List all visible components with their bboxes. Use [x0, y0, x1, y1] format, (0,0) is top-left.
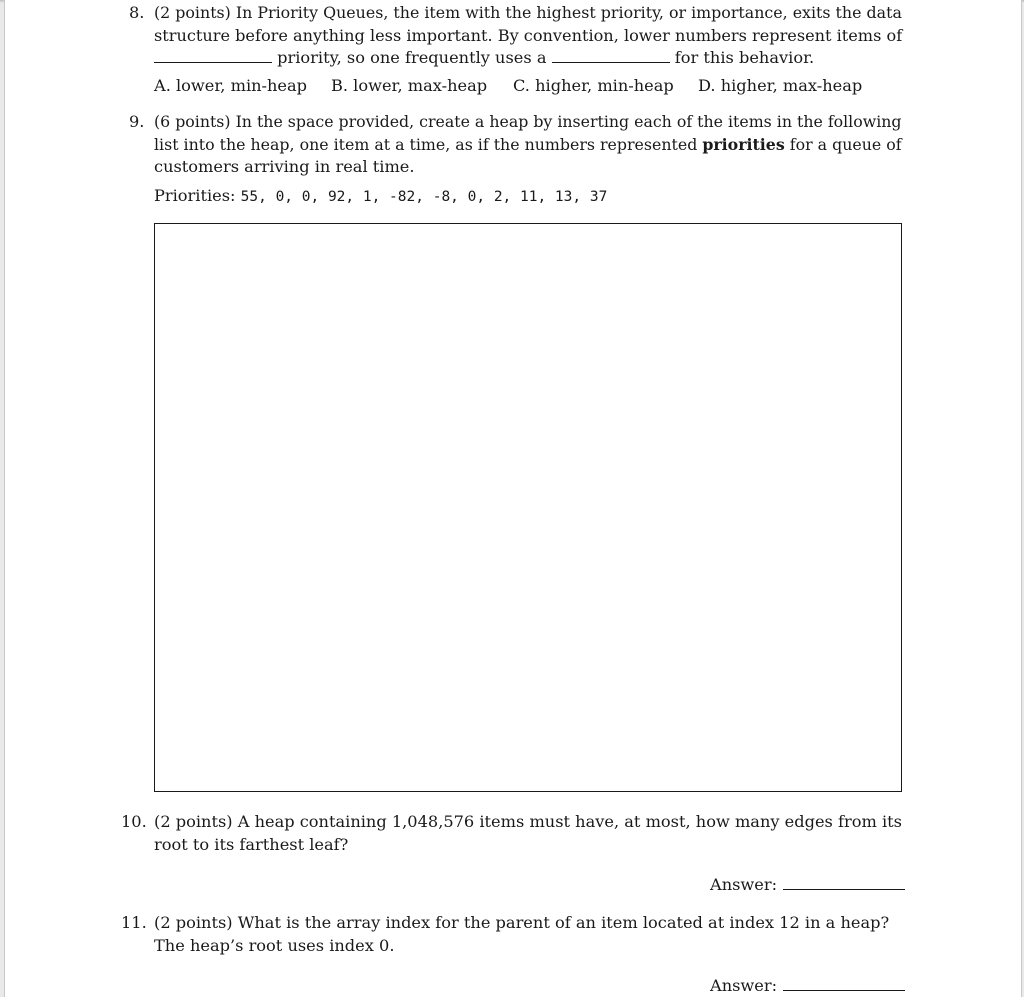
q9-priorities	[154, 185, 607, 209]
q11-line-1: (2 points) What is the array index for the parent of an item located at index 12 in a heap?	[154, 913, 890, 932]
q8-line-3-mid: priority, so one frequently uses a	[277, 48, 547, 67]
q8-number: 8.	[129, 3, 145, 22]
q10-answer-blank[interactable]	[783, 873, 905, 890]
q10-answer	[710, 873, 905, 897]
q9-line-2-pre: list into the heap, one item at a time, as if the numbers represented	[154, 134, 698, 154]
q9-line-2-post: for a queue of	[789, 134, 902, 154]
q10-number: 10.	[121, 812, 147, 831]
q8-blank-1	[154, 47, 272, 63]
q9-answer-box[interactable]	[154, 223, 902, 792]
q8-line-3-end: for this behavior.	[674, 48, 815, 67]
q8-line-2: structure before anything less important. By convention, lower numbers represent items of	[154, 25, 903, 45]
q11-number: 11.	[121, 913, 147, 932]
q8-option-b: B. lower, max-heap	[331, 76, 488, 95]
document-page	[4, 0, 1022, 997]
q8-line-3	[154, 47, 902, 70]
q11-line-2: The heap’s root uses index 0.	[154, 935, 395, 955]
q8-option-a: A. lower, min-heap	[154, 76, 308, 95]
q9-priorities-values: 55, 0, 0, 92, 1, -82, -8, 0, 2, 11, 13, 37	[240, 189, 608, 205]
q11-answer-blank[interactable]	[783, 974, 905, 991]
q8-line-1: (2 points) In Priority Queues, the item with the highest priority, or importance, exits the data	[154, 3, 902, 22]
q8-option-d: D. higher, max-heap	[698, 76, 863, 95]
q9-line-2	[154, 134, 902, 157]
q9-text	[154, 111, 902, 179]
q10-text	[154, 811, 902, 856]
q8-option-c: C. higher, min-heap	[513, 76, 674, 95]
q9-line-3: customers arriving in real time.	[154, 157, 415, 176]
q8-text	[154, 2, 902, 70]
q8-blank-2	[552, 47, 670, 63]
q11-answer	[710, 974, 905, 997]
q10-line-2: root to its farthest leaf?	[154, 834, 349, 854]
q9-line-1: (6 points) In the space provided, create a heap by inserting each of the items in the following	[154, 112, 902, 131]
q9-priorities-emphasis: priorities	[702, 134, 785, 154]
q11-answer-label: Answer:	[710, 976, 778, 995]
q11-text	[154, 912, 902, 957]
q10-answer-label: Answer:	[710, 875, 778, 894]
q9-number: 9.	[129, 112, 145, 131]
q10-line-1: (2 points) A heap containing 1,048,576 items must have, at most, how many edges from its	[154, 812, 902, 831]
q9-priorities-label: Priorities:	[154, 186, 236, 205]
